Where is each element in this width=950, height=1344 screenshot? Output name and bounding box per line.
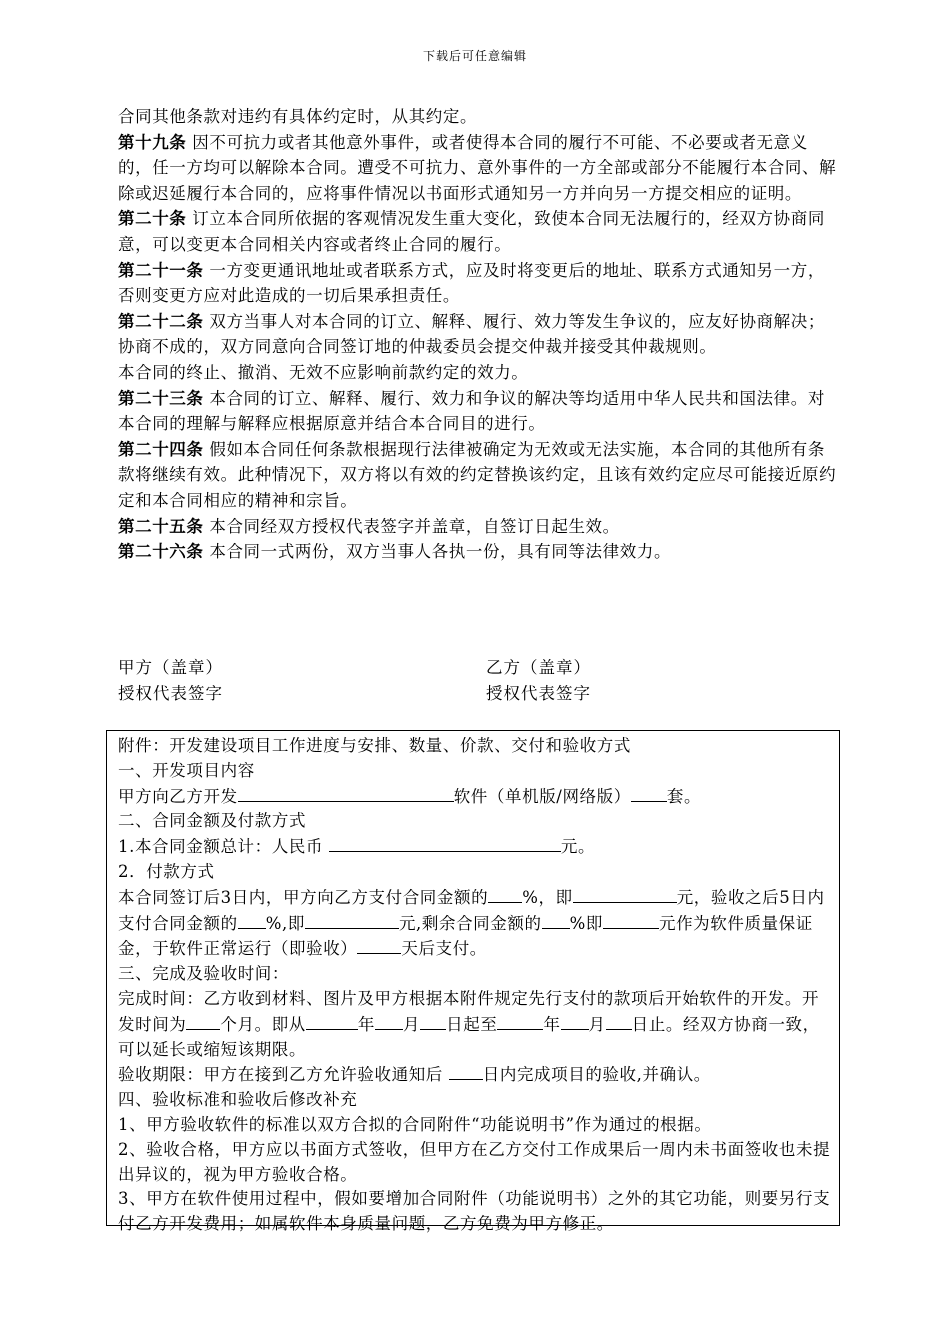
clause-text: 一方变更通讯地址或者联系方式，应及时将变更后的地址、联系方式通知另一方，否则变更方应对此造成的一切后果承担责任。 — [118, 260, 825, 306]
fill-blank-first-amount[interactable] — [573, 885, 677, 903]
text-fragment: 年 — [357, 1014, 376, 1034]
text-fragment: 月 — [588, 1014, 606, 1034]
text-fragment: 验收期限：甲方在接到乙方允许验收通知后 — [118, 1065, 449, 1085]
fill-blank-start-year[interactable] — [306, 1012, 358, 1030]
fill-blank-end-day[interactable] — [606, 1012, 632, 1030]
clause-text: 本合同的终止、撤消、无效不应影响前款约定的效力。 — [118, 362, 529, 382]
fill-blank-start-month[interactable] — [375, 1012, 403, 1030]
clause-text: 假如本合同任何条款根据现行法律被确定为无效或无法实施，本合同的其他所有条款将继续有效。此种情况下，双方将以有效的约定替换该约定，且该有效约定应尽可能接近原约定和本合同相应的精神和宗旨。 — [118, 439, 837, 510]
fill-blank-end-year[interactable] — [497, 1012, 543, 1030]
clause-paragraph — [118, 539, 838, 565]
text-fragment: %即 — [569, 913, 603, 933]
clause-paragraph — [118, 309, 838, 360]
section-3-title: 三、完成及验收时间： — [118, 964, 289, 984]
text-fragment: 本合同签订后3日内，甲方向乙方支付合同金额的 — [118, 887, 489, 907]
clause-text: 本合同经双方授权代表签字并盖章，自签订日起生效。 — [203, 516, 620, 536]
clause-paragraph — [118, 386, 838, 437]
text-fragment: 软件（单机版/网络版） — [453, 786, 631, 806]
party-a-seal: 甲方（盖章） — [118, 658, 223, 677]
article-number: 第二十条 — [118, 209, 187, 229]
section-1-title: 一、开发项目内容 — [118, 760, 255, 780]
attachment-box — [106, 730, 840, 1234]
text-fragment: 元，验收之后5日内支付合同金额的 — [118, 887, 825, 933]
text-fragment: 套。 — [666, 786, 702, 806]
party-a-sign: 授权代表签字 — [118, 684, 223, 703]
clause-paragraph — [118, 437, 838, 514]
fill-blank-remaining-percent[interactable] — [542, 911, 570, 929]
fill-blank-start-day[interactable] — [420, 1012, 446, 1030]
clause-text: 本合同的订立、解释、履行、效力和争议的解决等均适用中华人民共和国法律。对本合同的理解与解释应根据原意并结合本合同目的进行。 — [118, 388, 825, 434]
clause-text: 合同其他条款对违约有具体约定时，从其约定。 — [118, 107, 478, 126]
party-b-seal: 乙方（盖章） — [486, 658, 591, 677]
fill-blank-remaining-amount[interactable] — [603, 911, 659, 929]
text-fragment: 元。 — [560, 837, 596, 857]
fill-blank-days[interactable] — [357, 936, 401, 954]
party-b-sign: 授权代表签字 — [486, 684, 591, 703]
article-number: 第二十三条 — [118, 388, 204, 408]
acceptance-period — [118, 1062, 831, 1088]
text-fragment: 元作为软件质量保证金，于软件正常运行（即验收） — [118, 913, 813, 959]
text-fragment: 天后支付。 — [401, 939, 487, 959]
article-number: 第二十四条 — [118, 439, 204, 459]
fill-blank-months[interactable] — [186, 1012, 220, 1030]
article-number: 第十九条 — [118, 132, 187, 152]
fill-blank-quantity[interactable] — [631, 784, 667, 802]
payment-terms — [118, 885, 831, 962]
text-fragment: 甲方向乙方开发 — [118, 786, 238, 806]
fill-blank-acceptance-days[interactable] — [449, 1062, 483, 1080]
fill-blank-first-percent[interactable] — [488, 885, 522, 903]
clause-paragraph — [118, 104, 838, 130]
clause-paragraph — [118, 514, 838, 540]
clause-text: 本合同一式两份，双方当事人各执一份，具有同等法律效力。 — [203, 542, 672, 562]
article-number: 第二十五条 — [118, 516, 204, 536]
fill-blank-total-amount[interactable] — [329, 834, 561, 852]
article-number: 第二十六条 — [118, 542, 204, 562]
fill-blank-second-percent[interactable] — [238, 911, 266, 929]
section-4-title: 四、验收标准和验收后修改补充 — [118, 1090, 358, 1110]
acceptance-item-3: 3、甲方在软件使用过程中，假如要增加合同附件（功能说明书）之外的其它功能，则要另行支付乙方开发费用；如属软件本身质量问题，乙方免费为甲方修正。 — [118, 1189, 831, 1234]
clause-paragraph — [118, 258, 838, 309]
total-amount-line — [118, 834, 831, 860]
text-fragment: 年 — [543, 1014, 561, 1034]
fill-blank-end-month[interactable] — [561, 1012, 589, 1030]
acceptance-item-1: 1、甲方验收软件的标准以双方合拟的合同附件“功能说明书”作为通过的根据。 — [118, 1114, 712, 1134]
completion-time — [118, 987, 831, 1062]
page-header: 下载后可任意编辑 — [422, 49, 527, 63]
text-fragment: 日内完成项目的验收,并确认。 — [482, 1065, 711, 1085]
contract-body — [118, 104, 838, 565]
text-fragment: 元,剩余合同金额的 — [398, 913, 542, 933]
clause-text: 因不可抗力或者其他意外事件，或者使得本合同的履行不可能、不必要或者无意义的，任一方均可以解除本合同。遭受不可抗力、意外事件的一方全部或部分不能履行本合同、解除或迟延履行本合同的，应将事件情况以书面形式通知另一方并向另一方提交相应的证明。 — [118, 132, 837, 203]
section-1-content — [118, 784, 831, 810]
fill-blank-second-amount[interactable] — [305, 911, 399, 929]
acceptance-item-2: 2、验收合格，甲方应以书面方式签收，但甲方在乙方交付工作成果后一周内未书面签收也未提出异议的，视为甲方验收合格。 — [118, 1139, 831, 1184]
text-fragment: 日起至 — [446, 1014, 498, 1034]
text-fragment: %,即 — [265, 913, 305, 933]
clause-paragraph — [118, 130, 838, 207]
text-fragment: %，即 — [522, 887, 573, 907]
clause-paragraph — [118, 206, 838, 257]
payment-method-title: 2．付款方式 — [118, 861, 215, 881]
clause-text: 双方当事人对本合同的订立、解释、履行、效力等发生争议的，应友好协商解决；协商不成的，双方同意向合同签订地的仲裁委员会提交仲裁并接受其仲裁规则。 — [118, 311, 825, 357]
attachment-title: 附件：开发建设项目工作进度与安排、数量、价款、交付和验收方式 — [118, 736, 631, 755]
section-2-title: 二、合同金额及付款方式 — [118, 811, 307, 831]
clause-text: 订立本合同所依据的客观情况发生重大变化，致使本合同无法履行的，经双方协商同意，可以变更本合同相关内容或者终止合同的履行。 — [118, 209, 825, 254]
text-fragment: 完成时间：乙方收到材料、图片及甲方根据本附件规定先行支付的款项后开始软件的开发。开发时间为 — [118, 988, 820, 1034]
fill-blank-software-name[interactable] — [238, 784, 454, 802]
text-fragment: 月 — [403, 1014, 421, 1034]
text-fragment: 日止。经双方协商一致，可以延长或缩短该期限。 — [118, 1014, 820, 1059]
clause-paragraph — [118, 360, 838, 386]
article-number: 第二十二条 — [118, 311, 204, 331]
article-number: 第二十一条 — [118, 260, 204, 280]
text-fragment: 个月。即从 — [220, 1014, 306, 1034]
party-a-signature-block — [118, 655, 223, 707]
text-fragment: 1.本合同金额总计：人民币 — [118, 837, 329, 857]
party-b-signature-block — [486, 655, 591, 707]
